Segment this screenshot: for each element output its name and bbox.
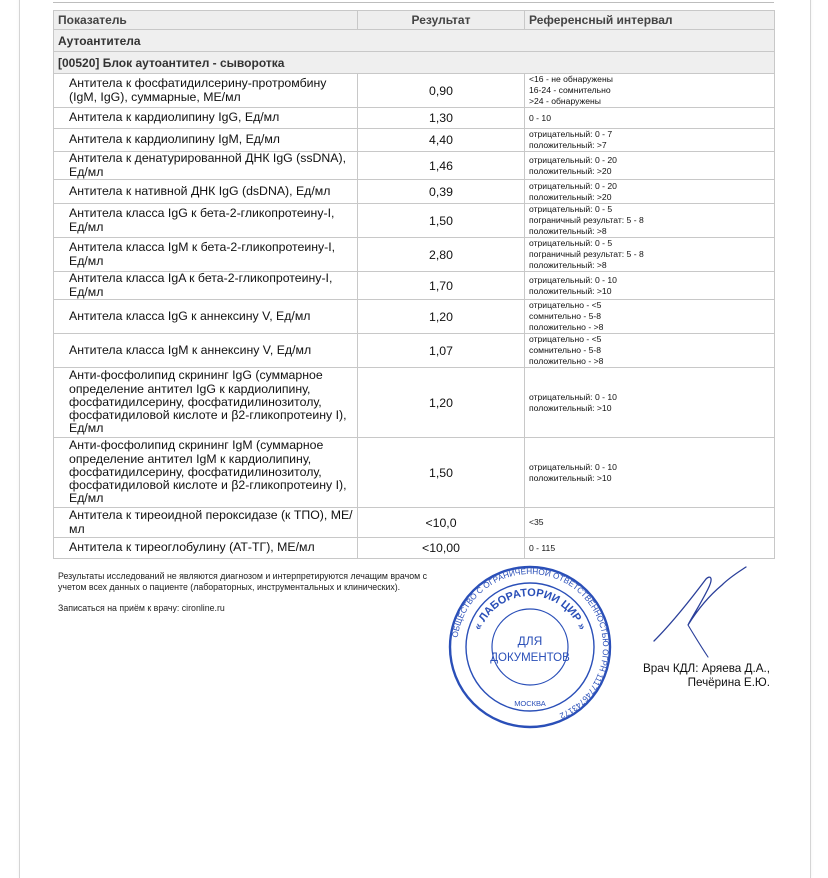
- table-row: [54, 334, 775, 368]
- doctor-line-1: Врач КДЛ: Аряева Д.А.,: [642, 662, 770, 675]
- doctor-signoff: [620, 662, 770, 690]
- table-row: [54, 108, 775, 129]
- reference-interval: отрицательно - <5 сомнительно - 5-8 положительно - >8: [525, 334, 775, 368]
- results-table: [53, 10, 775, 559]
- result-value: 1,50: [358, 438, 525, 508]
- reference-interval: отрицательный: 0 - 20 положительный: >20: [525, 152, 775, 180]
- reference-interval: отрицательный: 0 - 5 пограничный результат: 5 - 8 положительный: >8: [525, 204, 775, 238]
- table-row: [54, 204, 775, 238]
- table-row: [54, 238, 775, 272]
- reference-interval: отрицательный: 0 - 7 положительный: >7: [525, 129, 775, 152]
- table-row: [54, 368, 775, 438]
- stamp-ring-text: « ЛАБОРАТОРИИ ЦИР »: [471, 586, 589, 632]
- stamp-center-line1: ДЛЯ: [517, 634, 543, 648]
- indicator-name: Антитела класса IgM к аннексину V, Ед/мл: [54, 334, 358, 368]
- section-title: Аутоантитела: [54, 30, 775, 52]
- table-row: [54, 300, 775, 334]
- reference-interval: отрицательно - <5 сомнительно - 5-8 положительно - >8: [525, 300, 775, 334]
- disclaimer-text: Результаты исследований не являются диагнозом и интерпретируются лечащим врачом с учетом всех данных о пациенте (лабораторных, инструментальных и клинических).: [58, 571, 427, 592]
- reference-interval: отрицательный: 0 - 20 положительный: >20: [525, 180, 775, 204]
- indicator-name: Антитела к нативной ДНК IgG (dsDNA), Ед/мл: [54, 180, 358, 204]
- subsection-row: [54, 52, 775, 74]
- table-row: [54, 438, 775, 508]
- indicator-name: Анти-фосфолипид скрининг IgG (суммарное определение антител IgG к кардиолипину, фосфатидилсерину, фосфатидилинозитолу, фосфатидиловой кислоте и β2-гликопротеину I), Ед/мл: [54, 368, 358, 438]
- reference-interval: 0 - 115: [525, 538, 775, 559]
- table-row: [54, 74, 775, 108]
- laboratory-stamp: [448, 565, 612, 729]
- reference-interval: <35: [525, 508, 775, 538]
- indicator-name: Антитела к фосфатидилсерину-протромбину (IgM, IgG), суммарные, МЕ/мл: [54, 74, 358, 108]
- result-value: 2,80: [358, 238, 525, 272]
- table-header-row: [54, 11, 775, 30]
- header-result: Результат: [358, 11, 525, 30]
- result-value: 0,90: [358, 74, 525, 108]
- indicator-name: Антитела к кардиолипину IgM, Ед/мл: [54, 129, 358, 152]
- header-reference: Референсный интервал: [525, 11, 775, 30]
- result-value: 1,70: [358, 272, 525, 300]
- indicator-name: Антитела к тиреоглобулину (АТ-ТГ), МЕ/мл: [54, 538, 358, 559]
- reference-interval: отрицательный: 0 - 5 пограничный результат: 5 - 8 положительный: >8: [525, 238, 775, 272]
- indicator-name: Антитела класса IgM к бета-2-гликопротеину-I, Ед/мл: [54, 238, 358, 272]
- section-row: [54, 30, 775, 52]
- indicator-name: Анти-фосфолипид скрининг IgM (суммарное определение антител IgM к кардиолипину, фосфатидилсерину, фосфатидилинозитолу, фосфатидиловой кислоте и β2-гликопротеину I), Ед/мл: [54, 438, 358, 508]
- result-value: 1,20: [358, 368, 525, 438]
- doctor-line-2: Печёрина Е.Ю.: [687, 676, 770, 689]
- indicator-name: Антитела к кардиолипину IgG, Ед/мл: [54, 108, 358, 129]
- table-row: [54, 508, 775, 538]
- stamp-outer-text: ОБЩЕСТВО С ОГРАНИЧЕННОЙ ОТВЕТСТВЕННОСТЬЮ ОГРН 1117746743172: [450, 566, 611, 721]
- table-row: [54, 538, 775, 559]
- table-row: [54, 180, 775, 204]
- doctor-signature: [648, 565, 758, 661]
- indicator-name: Антитела класса IgA к бета-2-гликопротеину-I, Ед/мл: [54, 272, 358, 300]
- indicator-name: Антитела класса IgG к бета-2-гликопротеину-I, Ед/мл: [54, 204, 358, 238]
- booking-text: Записаться на приём к врачу: cironline.ru: [58, 603, 225, 613]
- indicator-name: Антитела к денатурированной ДНК IgG (ssDNA), Ед/мл: [54, 152, 358, 180]
- table-row: [54, 272, 775, 300]
- result-value: 1,50: [358, 204, 525, 238]
- result-value: 4,40: [358, 129, 525, 152]
- result-value: 1,30: [358, 108, 525, 129]
- result-value: <10,00: [358, 538, 525, 559]
- reference-interval: отрицательный: 0 - 10 положительный: >10: [525, 368, 775, 438]
- result-value: 1,20: [358, 300, 525, 334]
- table-row: [54, 129, 775, 152]
- indicator-name: Антитела класса IgG к аннексину V, Ед/мл: [54, 300, 358, 334]
- stamp-city: МОСКВА: [514, 699, 546, 708]
- header-indicator: Показатель: [54, 11, 358, 30]
- reference-interval: 0 - 10: [525, 108, 775, 129]
- reference-interval: отрицательный: 0 - 10 положительный: >10: [525, 438, 775, 508]
- result-value: 1,07: [358, 334, 525, 368]
- subsection-title: [00520] Блок аутоантител - сыворотка: [54, 52, 775, 74]
- reference-interval: <16 - не обнаружены 16-24 - сомнительно >24 - обнаружены: [525, 74, 775, 108]
- table-row: [54, 152, 775, 180]
- result-value: 1,46: [358, 152, 525, 180]
- reference-interval: отрицательный: 0 - 10 положительный: >10: [525, 272, 775, 300]
- result-value: <10,0: [358, 508, 525, 538]
- result-value: 0,39: [358, 180, 525, 204]
- top-divider: [53, 2, 774, 3]
- stamp-center-line2: ДОКУМЕНТОВ: [490, 652, 570, 664]
- indicator-name: Антитела к тиреоидной пероксидазе (к ТПО), МЕ/мл: [54, 508, 358, 538]
